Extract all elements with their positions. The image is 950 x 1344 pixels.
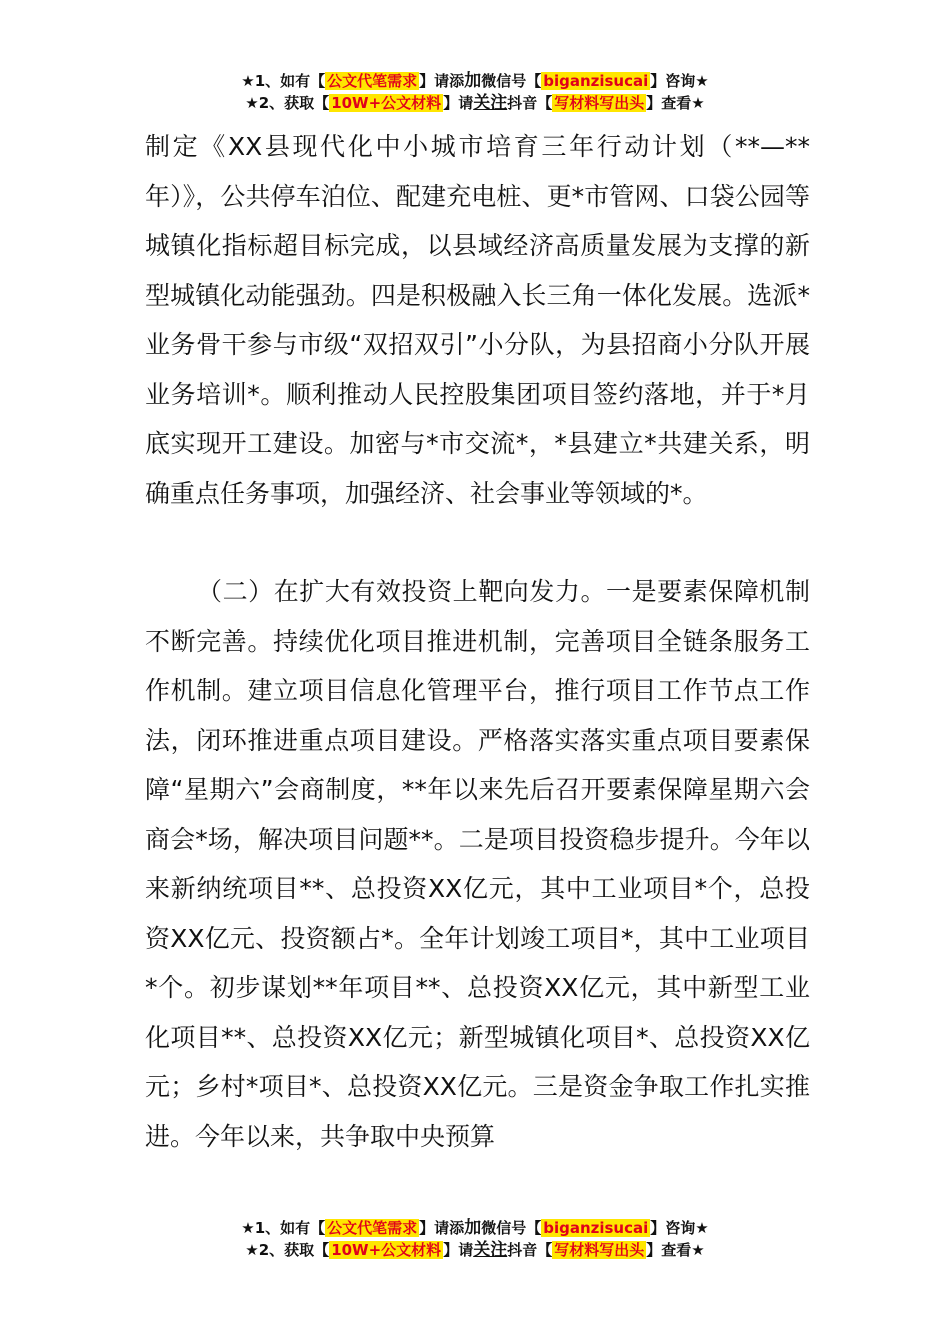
footer-line2-highlight-douyin: 写材料写出头 — [554, 1241, 645, 1259]
header-line-1 — [0, 70, 950, 92]
footer-line1-highlight-wechat: biganzisucai — [543, 1219, 649, 1237]
footer-line-1 — [0, 1217, 950, 1239]
header-line2-prefix: ★2、获取【 — [245, 94, 330, 112]
footer-line1-prefix: ★1、如有【 — [241, 1219, 326, 1237]
footer-line1-emph: 加 — [464, 1218, 482, 1238]
footer-banner — [0, 1217, 950, 1261]
footer-line2-prefix: ★2、获取【 — [245, 1241, 330, 1259]
header-line1-mid: 】请添 — [419, 72, 465, 90]
footer-line2-suffix: 】查看★ — [646, 1241, 705, 1259]
footer-line2-mid: 】请 — [443, 1241, 474, 1259]
body-paragraph-2: （二）在扩大有效投资上靶向发力。一是要素保障机制不断完善。持续优化项目推进机制，完善项目全链条服务工作机制。建立项目信息化管理平台，推行项目工作节点工作法，闭环推进重点项目建设。严格落实落实重点项目要素保障“星期六”会商制度，**年以来先后召开要素保障星期六会商会*场，解决项目问题**。二是项目投资稳步提升。今年以来新纳统项目**、总投资XX亿元，其中工业项目*个，总投资XX亿元、投资额占*。全年计划竣工项目*，其中工业项目*个。初步谋划**年项目**、总投资XX亿元，其中新型工业化项目**、总投资XX亿元；新型城镇化项目*、总投资XX亿元；乡村*项目*、总投资XX亿元。三是资金争取工作扎实推进。今年以来，共争取中央预算 — [145, 577, 810, 1151]
document-body — [145, 122, 810, 1161]
footer-line2-mid-b: 抖音【 — [507, 1241, 553, 1259]
header-line1-highlight-service: 公文代笔需求 — [327, 72, 418, 90]
header-line2-highlight-douyin: 写材料写出头 — [554, 94, 645, 112]
header-line1-prefix: ★1、如有【 — [241, 72, 326, 90]
header-line-2 — [0, 92, 950, 114]
footer-line1-mid: 】请添 — [419, 1219, 465, 1237]
header-line2-mid: 】请 — [443, 94, 474, 112]
header-line2-mid-b: 抖音【 — [507, 94, 553, 112]
body-paragraph-1: 制定《XX县现代化中小城市培育三年行动计划（**—**年）》，公共停车泊位、配建充电桩、更*市管网、口袋公园等城镇化指标超目标完成，以县域经济高质量发展为支撑的新型城镇化动能强劲。四是积极融入长三角一体化发展。选派*业务骨干参与市级“双招双引”小分队，为县招商小分队开展业务培训*。顺利推动人民控股集团项目签约落地，并于*月底实现开工建设。加密与*市交流*，*县建立*共建关系，明确重点任务事项，加强经济、社会事业等领域的*。 — [145, 132, 810, 508]
footer-line1-mid-b: 微信号【 — [481, 1219, 542, 1237]
header-banner — [0, 70, 950, 114]
footer-line2-emph: 关注 — [473, 1240, 508, 1260]
header-line1-mid-b: 微信号【 — [481, 72, 542, 90]
footer-line-2 — [0, 1239, 950, 1261]
header-line2-highlight-materials: 10W+公文材料 — [331, 94, 442, 112]
footer-line1-suffix: 】咨询★ — [650, 1219, 709, 1237]
header-line2-emph: 关注 — [473, 93, 508, 113]
paragraph-gap — [145, 518, 810, 567]
footer-line1-highlight-service: 公文代笔需求 — [327, 1219, 418, 1237]
header-line1-highlight-wechat: biganzisucai — [543, 72, 649, 90]
footer-line2-highlight-materials: 10W+公文材料 — [331, 1241, 442, 1259]
header-line2-suffix: 】查看★ — [646, 94, 705, 112]
header-line1-emph: 加 — [464, 71, 482, 91]
header-line1-suffix: 】咨询★ — [650, 72, 709, 90]
